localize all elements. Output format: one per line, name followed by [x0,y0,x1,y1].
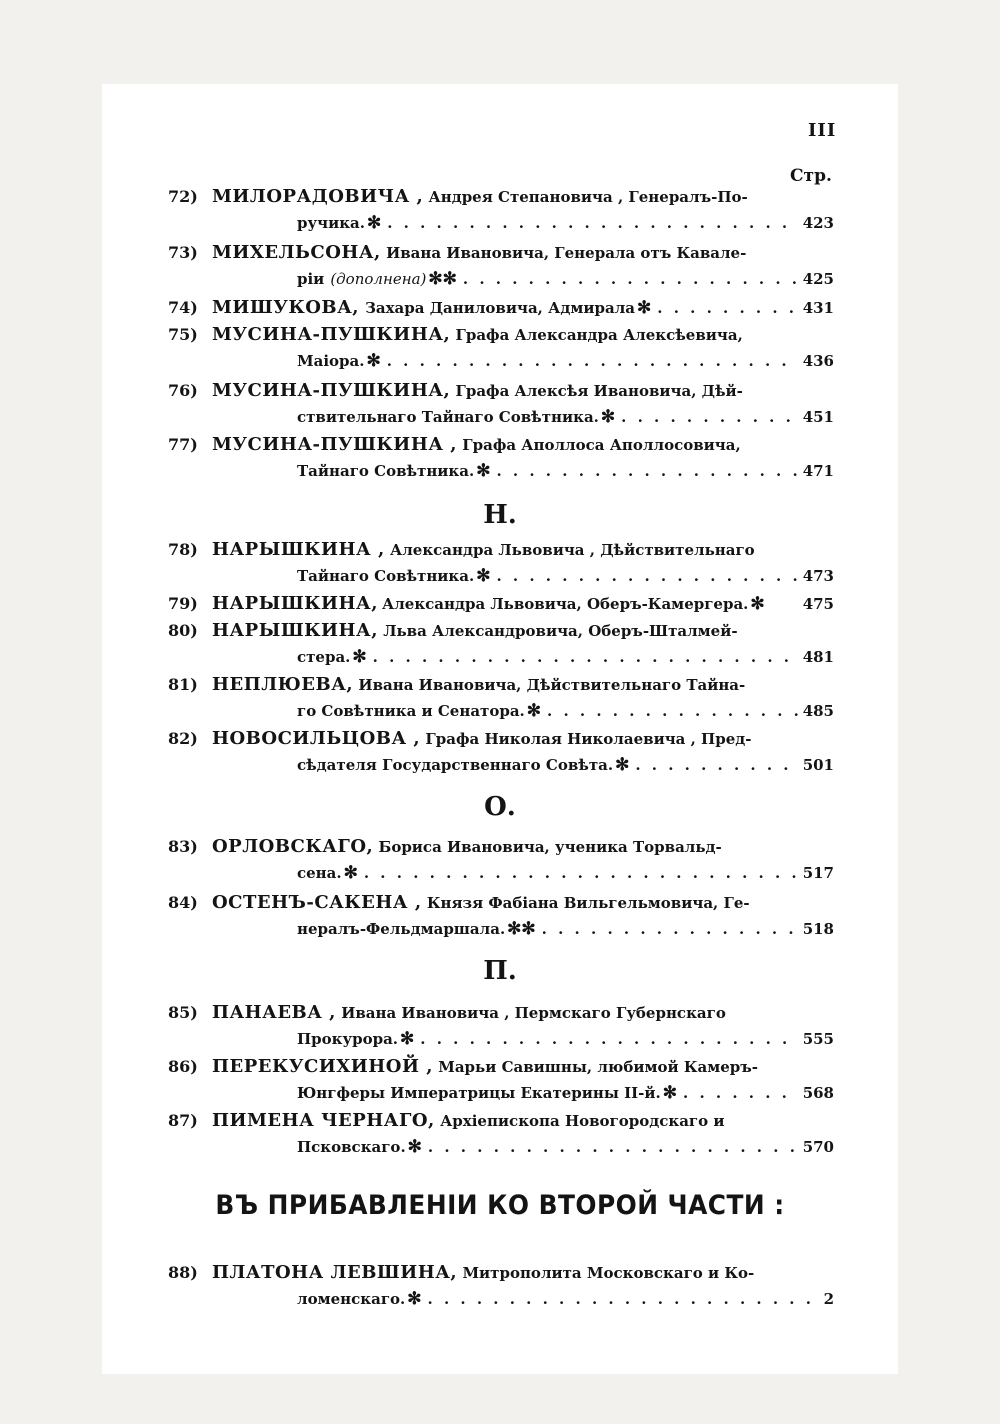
dot-leader [496,458,798,484]
entry-description-cont: ствительнаго Тайнаго Совѣтника. [297,408,599,426]
entry-surname: ОРЛОВСКАГО, [212,836,374,857]
entry-number: 80) [168,621,198,640]
entry-page: 475 [802,595,834,613]
entry-surname: МУСИНА-ПУШКИНА, [212,380,451,401]
entry-number: 84) [168,893,198,912]
entry-number: 76) [168,381,198,400]
page-column-header: Стр. [790,166,832,186]
entry-description-cont: го Совѣтника и Сенатора. [297,702,525,720]
entry-description: Александра Львовича , Дѣйствительнаго [389,541,755,559]
entry-description-cont: Юнгферы Императрицы Екатерины II-й. [297,1084,661,1102]
entry-page: 485 [802,702,834,720]
entry-description-cont: Прокурора. [297,1030,399,1048]
toc-entry-73 [168,240,834,292]
toc-entry-81 [168,672,834,724]
double-star-icon: ✻✻ [507,919,536,939]
entry-number: 74) [168,298,198,317]
entry-description-cont: стера. [297,648,351,666]
entry-description: Митрополита Московскаго и Ко- [462,1264,755,1282]
entry-description: Князя Фабiана Вильгельмовича, Ге- [426,894,750,912]
entry-description-cont: Маiора. [297,352,365,370]
entry-number: 87) [168,1111,198,1130]
star-icon: ✻ [352,647,367,667]
entry-page: 423 [802,214,834,232]
entry-page: 481 [802,648,834,666]
entry-description: Ивана Ивановича, Дѣйствительнаго Тайна- [358,676,746,694]
dot-leader [547,698,799,724]
entry-number: 82) [168,729,198,748]
entry-surname: ПИМЕНА ЧЕРНАГО, [212,1110,435,1131]
entry-number: 85) [168,1003,198,1022]
dot-leader [420,1026,798,1052]
star-icon: ✻ [343,863,358,883]
entry-description-cont: ручика. [297,214,365,232]
entry-page: 2 [823,1290,834,1308]
entry-description: Льва Александровича, Оберъ-Шталмей- [383,622,738,640]
entry-description: Ивана Ивановича , Пермскаго Губернскаго [341,1004,726,1022]
star-icon: ✻ [366,351,381,371]
dot-leader [635,752,798,778]
entry-description-cont: нералъ-Фельдмаршала. [297,920,506,938]
entry-description: Графа Аполлоса Аполлосовича, [462,436,741,454]
entry-description-cont: Тайнаго Совѣтника. [297,567,475,585]
supplement-heading: ВЪ ПРИБАВЛЕНIИ КО ВТОРОЙ ЧАСТИ : [215,1190,785,1221]
toc-entry-88 [168,1260,834,1312]
entry-page: 425 [802,270,834,288]
entry-page: 436 [802,352,834,370]
entry-number: 78) [168,540,198,559]
dot-leader [683,1080,799,1106]
entry-description: Архiепископа Новогородскаго и [440,1112,725,1130]
entry-surname: НЕПЛЮЕВА, [212,674,354,695]
entry-page: 501 [802,756,834,774]
toc-entry-80 [168,618,834,670]
dot-leader [428,1134,799,1160]
entry-page: 518 [802,920,834,938]
entry-description-cont: сѣдателя Государственнаго Совѣта. [297,756,614,774]
entry-page: 568 [802,1084,834,1102]
toc-entry-83 [168,834,834,886]
dot-leader [428,1286,820,1312]
star-icon: ✻ [526,701,542,721]
entry-number: 72) [168,187,198,206]
page-number: III [808,120,837,141]
toc-entry-85 [168,1000,834,1052]
dot-leader [657,295,798,321]
entry-number: 79) [168,594,198,613]
dot-leader [463,266,799,292]
star-icon: ✻ [615,755,630,775]
entry-page: 517 [802,864,834,882]
star-icon: ✻ [637,298,652,318]
toc-entry-84 [168,890,834,942]
entry-number: 86) [168,1057,198,1076]
toc-entry-86 [168,1054,834,1106]
entry-surname: НОВОСИЛЬЦОВА , [212,728,421,749]
dot-leader [496,563,798,589]
entry-surname: МИХЕЛЬСОНА, [212,242,381,263]
entry-surname: ПАНАЕВА , [212,1002,336,1023]
section-heading-o: О. [484,792,516,822]
entry-description-cont: сена. [297,864,342,882]
entry-surname: НАРЫШКИНА, [212,593,378,614]
toc-entry-78 [168,537,834,589]
section-heading-n: Н. [483,500,517,530]
double-star-icon: ✻✻ [428,269,457,289]
toc-entry-72 [168,184,834,236]
star-icon: ✻ [407,1289,422,1309]
toc-entry-77 [168,432,834,484]
star-icon: ✻ [476,461,491,481]
entry-description-cont: рiи [297,270,325,288]
entry-surname: МИШУКОВА, [212,297,360,318]
entry-page: 570 [802,1138,834,1156]
entry-surname: ПЕРЕКУСИХИНОЙ , [212,1056,433,1077]
entry-number: 77) [168,435,198,454]
toc-entry-75 [168,322,834,374]
entry-description-cont: Псковскаго. [297,1138,406,1156]
entry-description: Ивана Ивановича, Генерала отъ Кавале- [386,244,747,262]
entry-description-cont: ломенскаго. [297,1290,406,1308]
entry-number: 83) [168,837,198,856]
entry-number: 75) [168,325,198,344]
entry-number: 88) [168,1263,198,1282]
star-icon: ✻ [476,566,491,586]
entry-description: Бориса Ивановича, ученика Торвальд- [378,838,722,856]
entry-description: Александра Львовича, Оберъ-Камергера. [381,595,749,613]
star-icon: ✻ [366,213,382,233]
entry-description: Графа Николая Николаевича , Пред- [425,730,752,748]
entry-surname: ОСТЕНЪ-САКЕНА , [212,892,422,913]
toc-entry-79 [168,591,834,617]
entry-page: 555 [802,1030,834,1048]
toc-entry-82 [168,726,834,778]
entry-surname: ПЛАТОНА ЛЕВШИНА, [212,1262,458,1283]
star-icon: ✻ [407,1137,422,1157]
entry-surname: НАРЫШКИНА, [212,620,378,641]
entry-surname: МИЛОРАДОВИЧА , [212,186,424,207]
dot-leader [373,644,799,670]
toc-entry-74 [168,295,834,321]
entry-page: 431 [802,299,834,317]
entry-surname: НАРЫШКИНА , [212,539,385,560]
entry-description: Графа Алексѣя Ивановича, Дѣй- [455,382,743,400]
dot-leader [621,404,799,430]
entry-addendum: (дополнена) [330,270,427,288]
star-icon: ✻ [600,407,616,427]
entry-number: 81) [168,675,198,694]
toc-entry-87 [168,1108,834,1160]
dot-leader [542,916,799,942]
star-icon: ✻ [750,594,765,614]
star-icon: ✻ [662,1083,678,1103]
entry-description: Андрея Степановича , Генералъ-По- [428,188,748,206]
dot-leader [387,348,799,374]
dot-leader [387,210,798,236]
entry-surname: МУСИНА-ПУШКИНА, [212,324,451,345]
section-heading-p: П. [483,956,517,986]
dot-leader [364,860,799,886]
entry-description: Графа Александра Алексѣевича, [455,326,743,344]
entry-description: Захара Даниловича, Адмирала [365,299,635,317]
star-icon: ✻ [400,1029,415,1049]
entry-surname: МУСИНА-ПУШКИНА , [212,434,458,455]
entry-description-cont: Тайнаго Совѣтника. [297,462,475,480]
entry-page: 471 [802,462,834,480]
entry-page: 451 [802,408,834,426]
entry-description: Марьи Савишны, любимой Камеръ- [438,1058,758,1076]
entry-page: 473 [802,567,834,585]
entry-number: 73) [168,243,198,262]
toc-entry-76 [168,378,834,430]
